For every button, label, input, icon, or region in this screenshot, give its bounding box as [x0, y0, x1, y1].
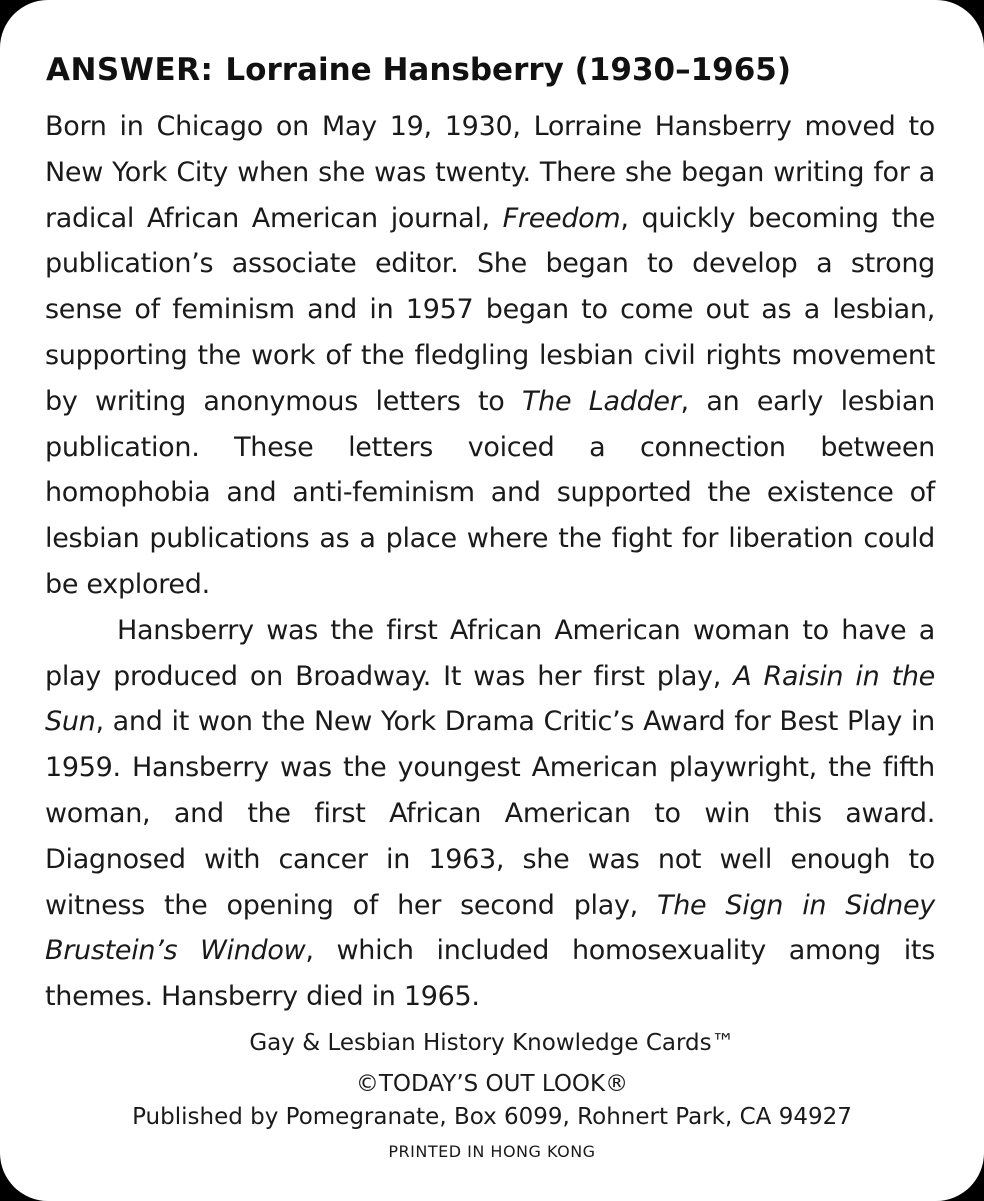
- paragraph-2: [45, 608, 935, 1020]
- answer-title: Lorraine Hansberry (1930–1965): [225, 52, 792, 88]
- footer-publisher: Published by Pomegranate, Box 6099, Rohnert Park, CA 94927: [132, 1104, 852, 1130]
- footer-series: Gay & Lesbian History Knowledge Cards™: [249, 1030, 735, 1056]
- play-title-sign: The Sign in Sidney Brustein’s Window: [45, 889, 935, 967]
- play-title-raisin: A Raisin in the Sun: [45, 660, 935, 738]
- paragraph-1-text-a: Born in Chicago on May 19, 1930, Lorraine Hansberry moved to New York City when she was twenty. There she began writing for a radical African American journal,: [45, 111, 935, 234]
- paragraph-2-text-a: Hansberry was the first African American woman to have a play produced on Broadway. It was her first play,: [45, 614, 935, 692]
- footer-printed: PRINTED IN HONG KONG: [388, 1142, 596, 1161]
- paragraph-2-text-b: , and it won the New York Drama Critic’s Award for Best Play in 1959. Hansberry was the youngest American playwright, the fifth woman, and the first African American to win this award. Diagnosed with cancer in 1963, she was not well enough to witness the opening of her second play,: [45, 706, 935, 921]
- paragraph-1-text-c: , an early lesbian publication. These letters voiced a connection between homophobia and anti-feminism and supported the existence of lesbian publications as a place where the fight for liberation could be explored.: [45, 385, 935, 600]
- paragraph-1: [45, 104, 935, 608]
- card-body: [45, 104, 935, 1020]
- card-heading: [46, 50, 946, 90]
- paragraph-2-text-c: , which included homosexuality among its themes. Hansberry died in 1965.: [45, 935, 935, 1013]
- answer-label: ANSWER:: [46, 52, 214, 88]
- journal-title-freedom: Freedom: [502, 202, 621, 234]
- footer-copyright: ©TODAY’S OUT LOOK®: [355, 1071, 629, 1097]
- paragraph-1-text-b: , quickly becoming the publication’s associate editor. She began to develop a strong sense of feminism and in 1957 began to come out as a lesbian, supporting the work of the fledgling lesbian civil rights movement by writing anonymous letters to: [45, 202, 935, 417]
- journal-title-the-ladder: The Ladder: [521, 385, 681, 417]
